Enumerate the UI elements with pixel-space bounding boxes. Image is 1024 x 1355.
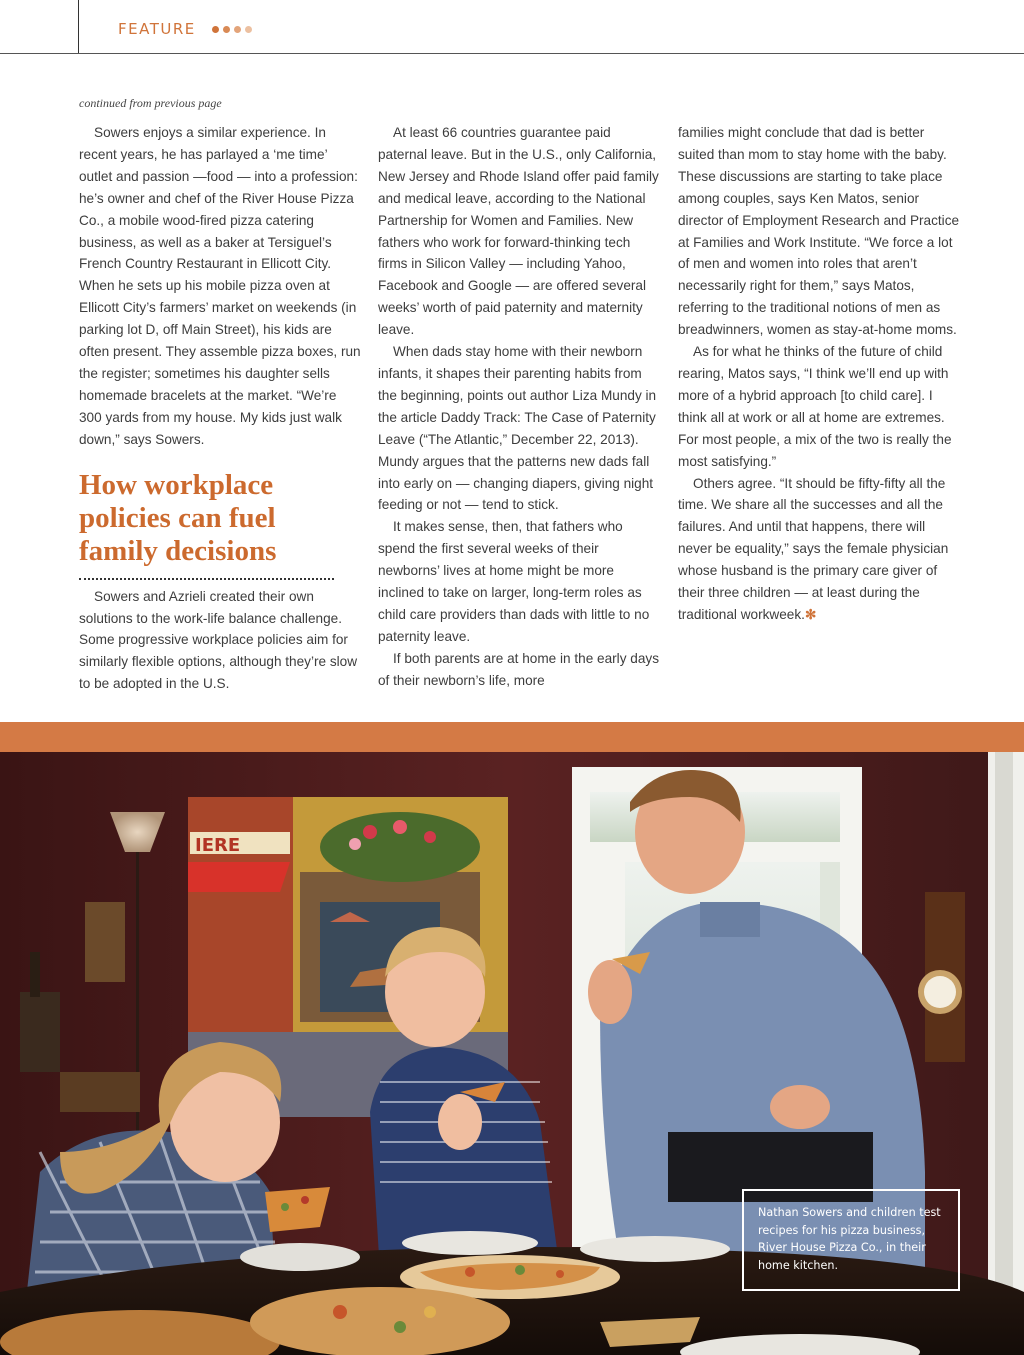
subhead-dotted-rule (79, 578, 334, 580)
body-paragraph: families might conclude that dad is better suited than mom to stay home with the baby. These discussions are starting to take place among couples, says Ken Matos, senior director of Employment Research and Practice at Families and Work Institute. “We force a lot of men and women into roles that aren’t necessarily right for them,” says Matos, referring to the traditional notions of men as breadwinners, women as stay-at-home moms. (678, 125, 960, 338)
dot-2 (223, 26, 230, 33)
photo-top-band (0, 722, 1024, 752)
section-dots (212, 26, 252, 33)
body-paragraph-last (678, 473, 960, 626)
body-paragraph: Sowers and Azrieli created their own solutions to the work-life balance challenge. Some progressive workplace policies aim for similarly flexible options, although they’re slow to be adopted in the U.S. (79, 588, 358, 692)
body-paragraph: As for what he thinks of the future of child rearing, Matos says, “I think we’ll end up with more of a hybrid approach [to child care]. I think all at work or all at home are extremes. For most people, a mix of the two is really the most satisfying.” (678, 344, 952, 469)
pizza (250, 1287, 510, 1355)
plate (580, 1236, 730, 1262)
painting-sign: IERE (195, 835, 241, 856)
body-paragraph: It makes sense, then, that fathers who spend the first several weeks of their newborns’ lives at home might be more inclined to take on larger, long-term roles as child care providers than dads with little to no paternity leave. (378, 519, 650, 644)
article-column-3 (678, 122, 960, 626)
plate (240, 1243, 360, 1271)
article-column-1 (79, 122, 361, 695)
wall-clock (918, 892, 965, 1062)
end-mark-icon: ✻ (804, 606, 817, 622)
plate (402, 1231, 538, 1255)
section-label: FEATURE (118, 20, 196, 38)
subhead: How workplace policies can fuel family decisions (79, 468, 277, 567)
dot-4 (245, 26, 252, 33)
body-paragraph: At least 66 countries guarantee paid paternal leave. But in the U.S., only California, New Jersey and Rhode Island offer paid family and medical leave, according to the National Partnership for Women and Families. New fathers who work for forward-thinking tech firms in Silicon Valley — including Yahoo, Facebook and Google — are offered several weeks’ worth of paid paternity and maternity leave. (378, 125, 659, 338)
dot-3 (234, 26, 241, 33)
header-horizontal-rule (0, 53, 1024, 54)
body-paragraph: When dads stay home with their newborn infants, it shapes their parenting habits from the beginning, points out author Liza Mundy in the article Daddy Track: The Case of Paternity Leave (“The Atlantic,” December 22, 2013). Mundy argues that the patterns new dads fall into early on — changing diapers, giving night feeding or not — tend to stick. (378, 344, 657, 513)
body-paragraph: If both parents are at home in the early days of their newborn’s life, more (378, 650, 659, 688)
article-column-2 (378, 122, 660, 692)
photo-caption: Nathan Sowers and children test recipes for his pizza business, River House Pizza Co., in their home kitchen. (758, 1206, 941, 1272)
last-paragraph-text: Others agree. “It should be fifty-fifty all the time. We share all the successes and all the failures. And until that happens, there will never be equality,” says the female physician whose husband is the primary care giver of their three children — at least during the traditional workweek. (678, 475, 949, 622)
continued-note: continued from previous page (79, 96, 222, 110)
body-paragraph: Sowers enjoys a similar experience. In recent years, he has parlayed a ‘me time’ outlet and passion —food — into a profession: he’s owner and chef of the River House Pizza Co., a mobile wood-fired pizza catering business, as well as a baker at Tersiguel’s French Country Restaurant in Ellicott City. When he sets up his mobile pizza oven at Ellicott City’s farmers’ market on weekends (in parking lot D, off Main Street), his kids are often present. They assemble pizza boxes, run the register; sometimes his daughter sells homemade bracelets at the market. “We’re 300 yards from my house. My kids just walk down,” says Sowers. (79, 125, 361, 447)
photo-caption-box (742, 1189, 960, 1291)
header-vertical-rule (78, 0, 79, 54)
dot-1 (212, 26, 219, 33)
